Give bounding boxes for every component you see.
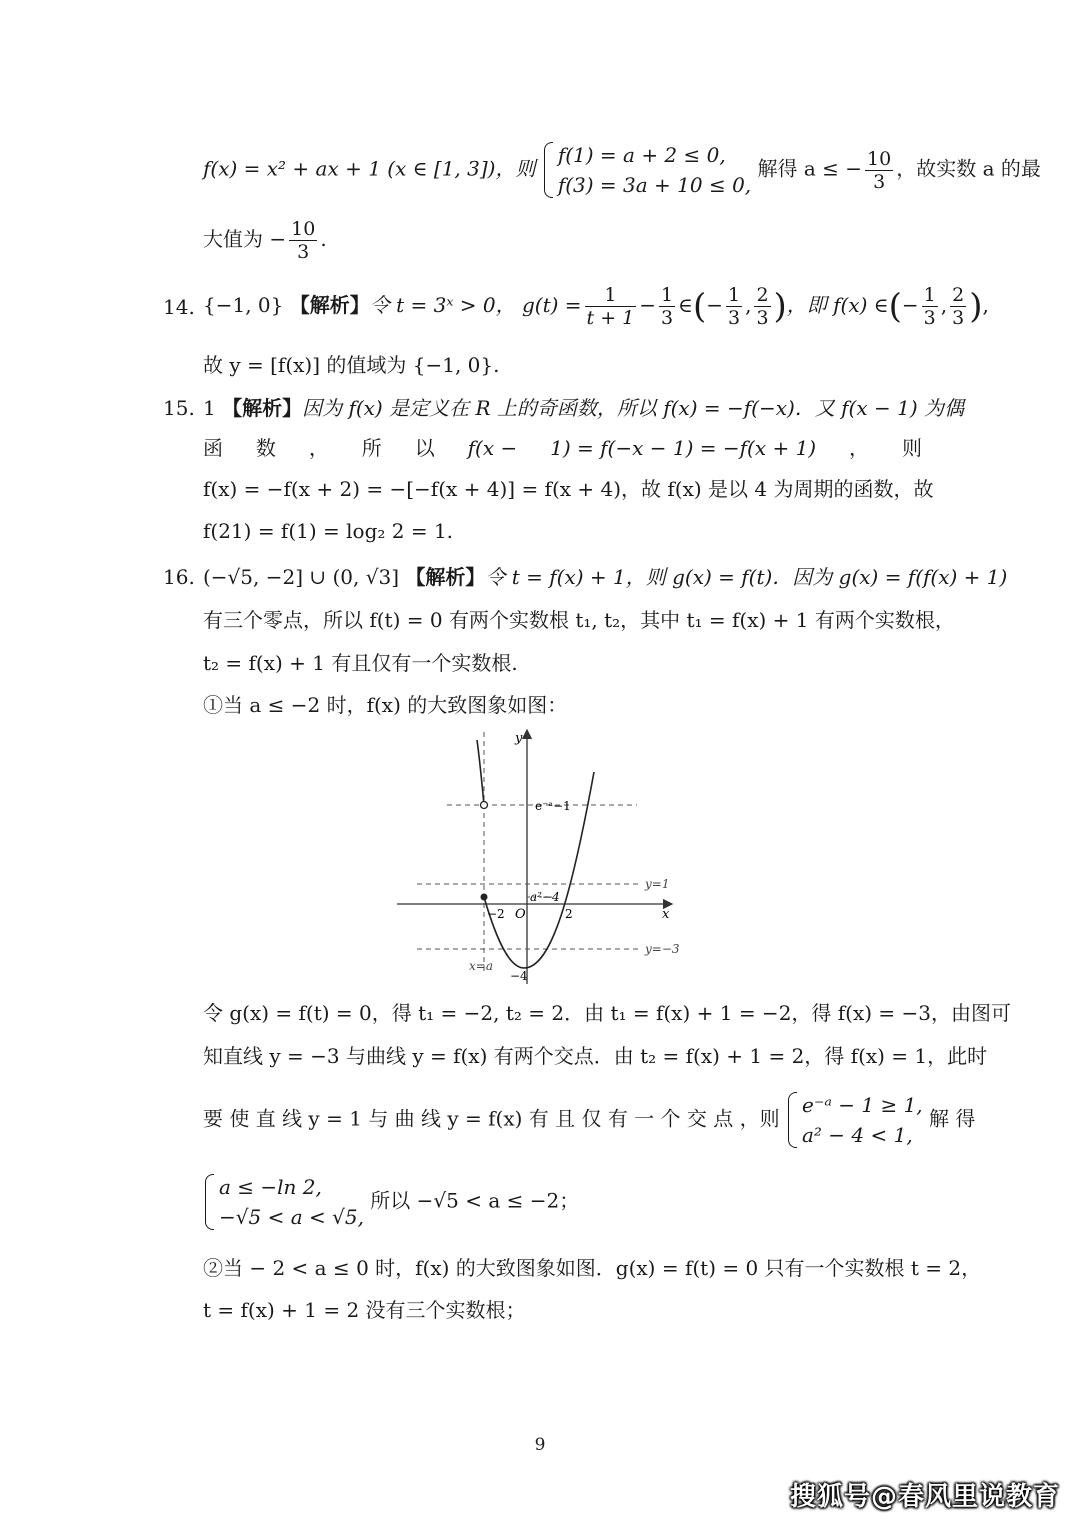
- q16-line6: 要 使 直 线 y = 1 与 曲 线 y = f(x) 有 且 仅 有 一 个 交 点 ，则 e⁻ᵃ − 1 ≥ 1, a² − 4 < 1, 解 得: [203, 1090, 922, 1150]
- q16-line4: 令 g(x) = f(t) = 0，得 t₁ = −2, t₂ = 2．由 t₁ = f(x) + 1 = −2，得 f(x) = −3，由图可: [203, 1001, 1012, 1025]
- q14-line1: {−1, 0} 【解析】令 t = 3ˣ > 0， g(t) = $\frac{1}{t + 1}$ − $\frac{1}{3}$ ∈(− $\frac{1}{3}$ , $\frac{2}{3}$ )，即 f(x) ∈(− $\frac{1}{3}$ , $\frac{2}{3}$ ),: [203, 284, 989, 329]
- q16-case1: ①当 a ≤ −2 时，f(x) 的大致图象如图：: [203, 693, 568, 717]
- label-neg4: −4: [510, 969, 528, 983]
- q16-line8: t = f(x) + 1 = 2 没有三个实数根；: [203, 1298, 526, 1322]
- function-graph: [392, 722, 692, 992]
- watermark: 搜狐号@春风里说教育: [789, 1482, 1060, 1512]
- q16-number: 16.: [163, 565, 195, 589]
- label-y3: y=−3: [645, 942, 680, 956]
- q13-fraction-2: $\frac{10}{3}$: [291, 218, 316, 263]
- q15-line1: 1 【解析】因为 f(x) 是定义在 R 上的奇函数，所以 f(x) = −f(−x)．又 f(x − 1) 为偶: [203, 396, 964, 420]
- q15-number: 15.: [163, 396, 195, 420]
- label-y1: y=1: [645, 877, 670, 891]
- open-point: [481, 802, 488, 809]
- q15-line2: 函 数 ， 所 以 f(x − 1) = f(−x − 1) = −f(x + 1) ， 则: [203, 436, 922, 460]
- page-number: 9: [534, 1435, 546, 1455]
- closed-point: [481, 894, 488, 901]
- q16-case2: ②当 − 2 < a ≤ 0 时，f(x) 的大致图象如图．g(x) = f(t) = 0 只有一个实数根 t = 2，: [203, 1256, 982, 1280]
- q16-line5: 知直线 y = −3 与曲线 y = f(x) 有两个交点．由 t₂ = f(x) + 1 = 2，得 f(x) = 1，此时: [203, 1044, 988, 1068]
- q16-line3: t₂ = f(x) + 1 有且仅有一个实数根.: [203, 651, 518, 675]
- label-xa: x=a: [469, 959, 493, 973]
- label-origin: O: [515, 907, 526, 922]
- q14-line2: 故 y = [f(x)] 的值域为 {−1, 0}.: [203, 353, 500, 377]
- q13-fraction: $\frac{10}{3}$: [867, 147, 892, 193]
- q16-line1: (−√5, −2] ∪ (0, √3] 【解析】令 t = f(x) + 1，则 g(x) = f(t)．因为 g(x) = f(f(x) + 1): [203, 565, 1008, 589]
- q16-system-b: a ≤ −ln 2, −√5 < a < √5,: [203, 1172, 364, 1232]
- label-x-axis: x: [662, 907, 670, 922]
- label-2: 2: [565, 907, 573, 921]
- q14-number: 14.: [163, 295, 195, 319]
- q16-line2: 有三个零点，所以 f(t) = 0 有两个实数根 t₁, t₂，其中 t₁ = f(x) + 1 有两个实数根，: [203, 608, 955, 632]
- q15-line4: f(21) = f(1) = log₂ 2 = 1.: [203, 519, 454, 543]
- q13-line1: f(x) = x² + ax + 1 (x ∈ [1, 3])，则 f(1) = a + 2 ≤ 0, f(3) = 3a + 10 ≤ 0, 解得 a ≤ − $\frac{10}{3}$ ，故实数 a 的最: [203, 140, 922, 200]
- label-neg2: −2: [487, 907, 505, 921]
- q15-line3: f(x) = −f(x + 2) = −[−f(x + 4)] = f(x + 4)，故 f(x) 是以 4 为周期的函数，故: [203, 477, 934, 501]
- label-a2: a²−4: [530, 890, 560, 904]
- q13-system: f(1) = a + 2 ≤ 0, f(3) = 3a + 10 ≤ 0,: [542, 140, 751, 200]
- q16-line7: a ≤ −ln 2, −√5 < a < √5, 所以 −√5 < a ≤ −2；: [203, 1172, 922, 1232]
- label-y-axis: y: [515, 731, 523, 746]
- label-e-a: e⁻ᵃ−1: [535, 799, 571, 813]
- q13-line2: 大值为 − $\frac{10}{3}$ .: [203, 218, 327, 263]
- curve-left-branch: [477, 740, 484, 805]
- q16-system-a: e⁻ᵃ − 1 ≥ 1, a² − 4 < 1,: [786, 1090, 923, 1150]
